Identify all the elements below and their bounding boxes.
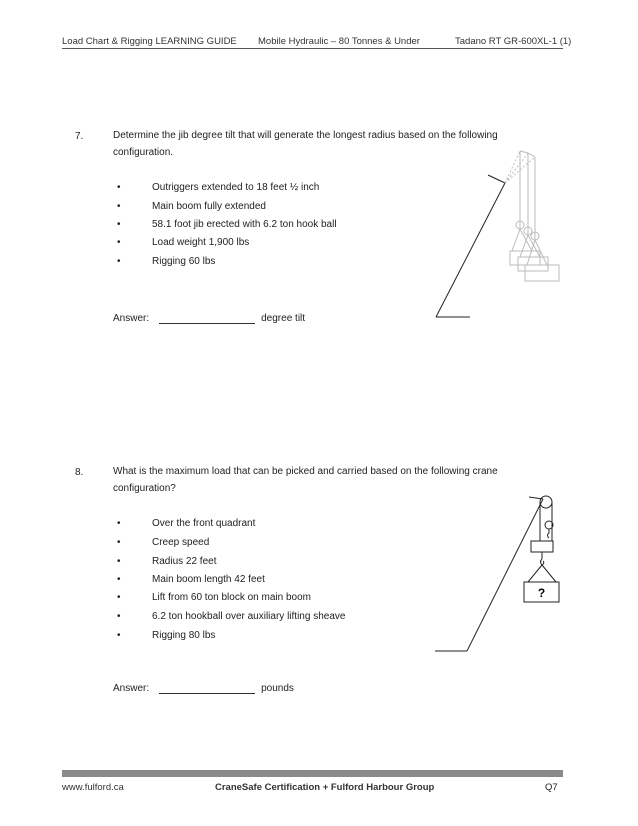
- q8-bullet-text: Over the front quadrant: [152, 518, 256, 529]
- q8-answer-blank[interactable]: [159, 683, 255, 694]
- main-boom-line: [436, 183, 505, 317]
- q7-answer-line: [113, 313, 305, 324]
- q7-bullet-text: Rigging 60 lbs: [152, 256, 216, 267]
- q7-bullet-text: 58.1 foot jib erected with 6.2 ton hook ball: [152, 219, 337, 230]
- bullet-glyph: •: [117, 237, 121, 248]
- question-7-text: Determine the jib degree tilt that will generate the longest radius based on the following configuration.: [113, 130, 498, 158]
- q8-bullet-text: Lift from 60 ton block on main boom: [152, 592, 311, 603]
- question-8-number: 8.: [75, 467, 84, 478]
- header-divider: [62, 48, 563, 49]
- bullet-glyph: •: [117, 630, 121, 641]
- bullet-glyph: •: [117, 611, 121, 622]
- jib-offset-ghosts: [505, 151, 559, 281]
- bullet-glyph: •: [117, 219, 121, 230]
- footer-website-link[interactable]: www.fulford.ca: [62, 782, 124, 793]
- q7-crane-jib-diagram: [420, 145, 560, 325]
- q8-answer-line: [113, 683, 294, 694]
- hookball-hook: [548, 529, 550, 538]
- block-hook: [541, 559, 544, 565]
- answer-label: Answer:: [113, 683, 150, 694]
- q8-bullet-text: Rigging 80 lbs: [152, 630, 216, 641]
- q8-bullet-text: Creep speed: [152, 537, 210, 548]
- boom-tip-stub: [488, 175, 505, 183]
- header-crane-class: Mobile Hydraulic – 80 Tonnes & Under: [258, 36, 420, 47]
- header-crane-model: Tadano RT GR-600XL-1 (1): [455, 36, 572, 47]
- question-7-number: 7.: [75, 131, 84, 142]
- footer-organization: CraneSafe Certification + Fulford Harbour Group: [215, 782, 435, 793]
- header-guide-title: Load Chart & Rigging LEARNING GUIDE: [62, 36, 237, 47]
- bullet-glyph: •: [117, 556, 121, 567]
- bullet-glyph: •: [117, 574, 121, 585]
- q8-crane-boom-diagram: [425, 485, 565, 665]
- answer-unit: pounds: [261, 683, 294, 694]
- footer-bar: [62, 770, 563, 777]
- bullet-glyph: •: [117, 518, 121, 529]
- bullet-glyph: •: [117, 592, 121, 603]
- bullet-glyph: •: [117, 256, 121, 267]
- sling-right: [542, 565, 556, 582]
- question-8-text: What is the maximum load that can be picked and carried based on the following crane configuration?: [113, 466, 498, 494]
- sling-left: [528, 565, 542, 582]
- bullet-glyph: •: [117, 201, 121, 212]
- footer-page-number: Q7: [545, 782, 558, 793]
- bullet-glyph: •: [117, 182, 121, 193]
- q7-bullet-text: Main boom fully extended: [152, 201, 266, 212]
- q7-bullet-text: Load weight 1,900 lbs: [152, 237, 250, 248]
- bullet-glyph: •: [117, 537, 121, 548]
- unknown-load-mark: ?: [537, 586, 546, 600]
- q8-bullet-text: Main boom length 42 feet: [152, 574, 265, 585]
- main-block: [531, 541, 553, 552]
- q8-bullet-text: 6.2 ton hookball over auxiliary lifting sheave: [152, 611, 346, 622]
- q7-bullet-text: Outriggers extended to 18 feet ½ inch: [152, 182, 320, 193]
- q8-bullet-text: Radius 22 feet: [152, 556, 217, 567]
- q7-answer-blank[interactable]: [159, 313, 255, 324]
- answer-label: Answer:: [113, 313, 150, 324]
- main-boom-line: [467, 499, 546, 651]
- answer-unit: degree tilt: [261, 313, 306, 324]
